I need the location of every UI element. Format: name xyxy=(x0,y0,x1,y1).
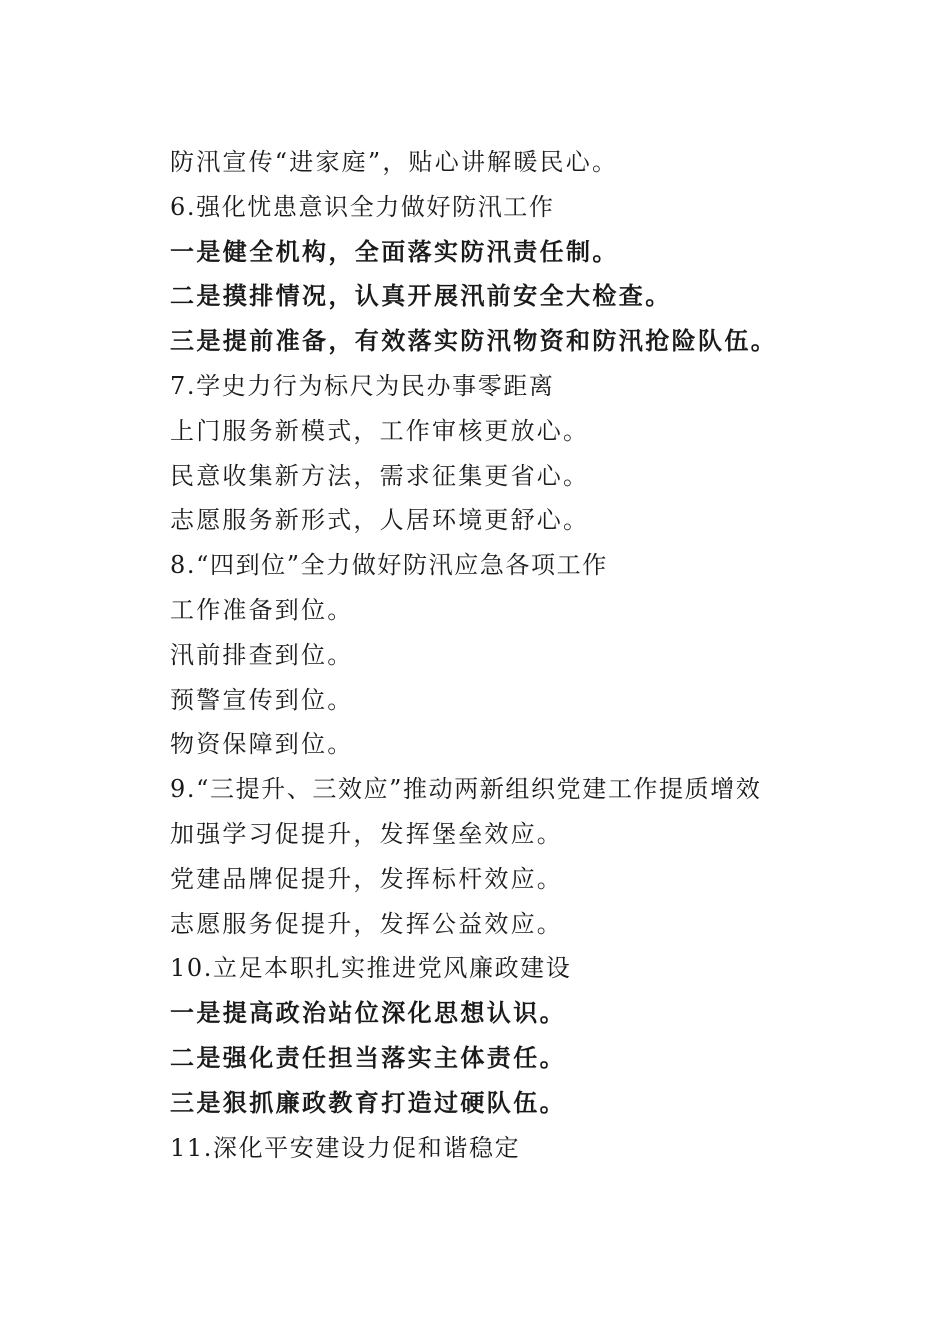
bold-point-line: 二是摸排情况，认真开展汛前安全大检查。 xyxy=(170,282,672,311)
paragraph-line: 汛前排查到位。 xyxy=(170,640,354,669)
paragraph-line: 物资保障到位。 xyxy=(170,730,354,759)
paragraph-line: 志愿服务促提升，发挥公益效应。 xyxy=(170,909,563,938)
section-heading-6: 6.强化忧患意识全力做好防汛工作 xyxy=(170,192,555,221)
paragraph-line: 志愿服务新形式，人居环境更舒心。 xyxy=(170,506,590,535)
section-heading-9: 9.“三提升、三效应”推动两新组织党建工作提质增效 xyxy=(170,775,762,804)
bold-point-line: 一是健全机构，全面落实防汛责任制。 xyxy=(170,237,619,266)
section-heading-8: 8.“四到位”全力做好防汛应急各项工作 xyxy=(170,551,608,580)
paragraph-line: 上门服务新模式，工作审核更放心。 xyxy=(170,416,590,445)
paragraph-line: 加强学习促提升，发挥堡垒效应。 xyxy=(170,819,563,848)
bold-point-line: 二是强化责任担当落实主体责任。 xyxy=(170,1043,566,1072)
paragraph-line: 防汛宣传“进家庭”，贴心讲解暖民心。 xyxy=(170,148,619,176)
document-body xyxy=(170,140,890,1170)
paragraph-line: 工作准备到位。 xyxy=(170,595,354,624)
paragraph-line: 预警宣传到位。 xyxy=(170,685,354,714)
bold-point-line: 三是狠抓廉政教育打造过硬队伍。 xyxy=(170,1088,566,1117)
paragraph-line: 党建品牌促提升，发挥标杆效应。 xyxy=(170,864,563,893)
section-heading-11: 11.深化平安建设力促和谐稳定 xyxy=(170,1133,521,1162)
paragraph-line: 民意收集新方法，需求征集更省心。 xyxy=(170,461,590,490)
section-heading-7: 7.学史力行为标尺为民办事零距离 xyxy=(170,371,555,400)
section-heading-10: 10.立足本职扎实推进党风廉政建设 xyxy=(170,954,572,983)
bold-point-line: 一是提高政治站位深化思想认识。 xyxy=(170,999,566,1028)
bold-point-line: 三是提前准备，有效落实防汛物资和防汛抢险队伍。 xyxy=(170,327,778,356)
